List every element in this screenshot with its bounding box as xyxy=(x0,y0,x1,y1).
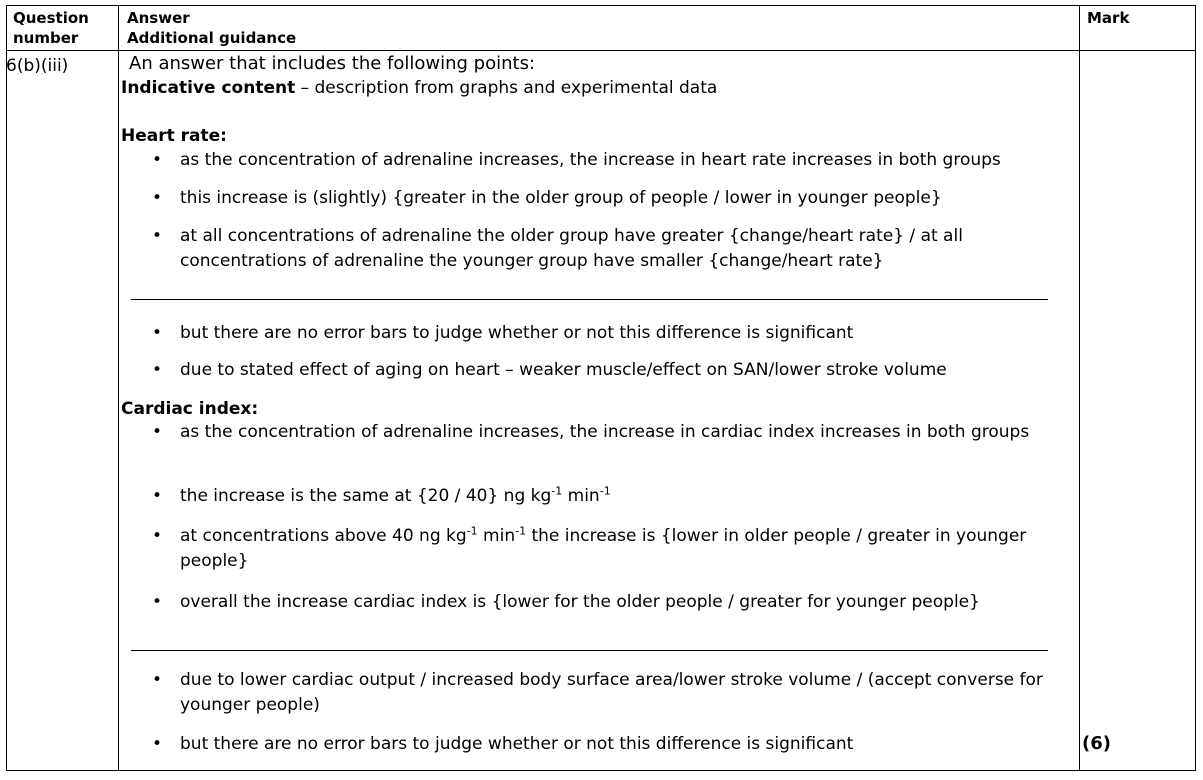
section-divider xyxy=(131,650,1048,651)
list-item: • but there are no error bars to judge whether or not this difference is significant xyxy=(180,321,1060,346)
list-item: • the increase is the same at {20 / 40} ng $kg^{-1}$ $\min^{-1}$ xyxy=(180,484,1060,509)
list-item: • as the concentration of adrenaline increases, the increase in cardiac index increases in both groups xyxy=(180,420,1060,445)
list-item: • this increase is (slightly) {greater in the older group of people / lower in younger people} xyxy=(180,186,1060,211)
column-divider xyxy=(1079,6,1080,770)
list-item: • due to lower cardiac output / increased body surface area/lower stroke volume / (accept converse for younger people) xyxy=(180,668,1060,718)
heart-rate-heading: Heart rate: xyxy=(121,126,227,146)
list-item: • but there are no error bars to judge whether or not this difference is significant xyxy=(180,732,1060,757)
column-divider xyxy=(118,6,119,770)
list-item: • due to stated effect of aging on heart – weaker muscle/effect on SAN/lower stroke volume xyxy=(180,358,1060,383)
intro-text: An answer that includes the following points: xyxy=(129,53,536,74)
list-item: • at concentrations above 40 ng $kg^{-1}$ $\min^{-1}$ the increase is {lower in older people / greater in younger people} xyxy=(180,524,1060,574)
header-question-number: Question number xyxy=(13,9,89,47)
list-item: • as the concentration of adrenaline increases, the increase in heart rate increases in both groups xyxy=(180,148,1060,173)
header-answer: Answer Additional guidance xyxy=(127,9,297,47)
question-number: 6(b)(iii) xyxy=(6,56,69,76)
indicative-content: Indicative content – description from graphs and experimental data xyxy=(121,78,718,98)
section-divider xyxy=(131,299,1048,300)
cardiac-index-heading: Cardiac index: xyxy=(121,399,259,419)
total-mark: (6) xyxy=(1082,733,1111,754)
header-mark: Mark xyxy=(1087,9,1130,27)
list-item: • overall the increase cardiac index is {lower for the older people / greater for younger people} xyxy=(180,590,1060,615)
list-item: • at all concentrations of adrenaline the older group have greater {change/heart rate} / at all concentrations of adrenaline the younger group have smaller {change/heart rate} xyxy=(180,224,1060,274)
markscheme-table xyxy=(6,5,1196,771)
header-divider xyxy=(7,50,1195,51)
